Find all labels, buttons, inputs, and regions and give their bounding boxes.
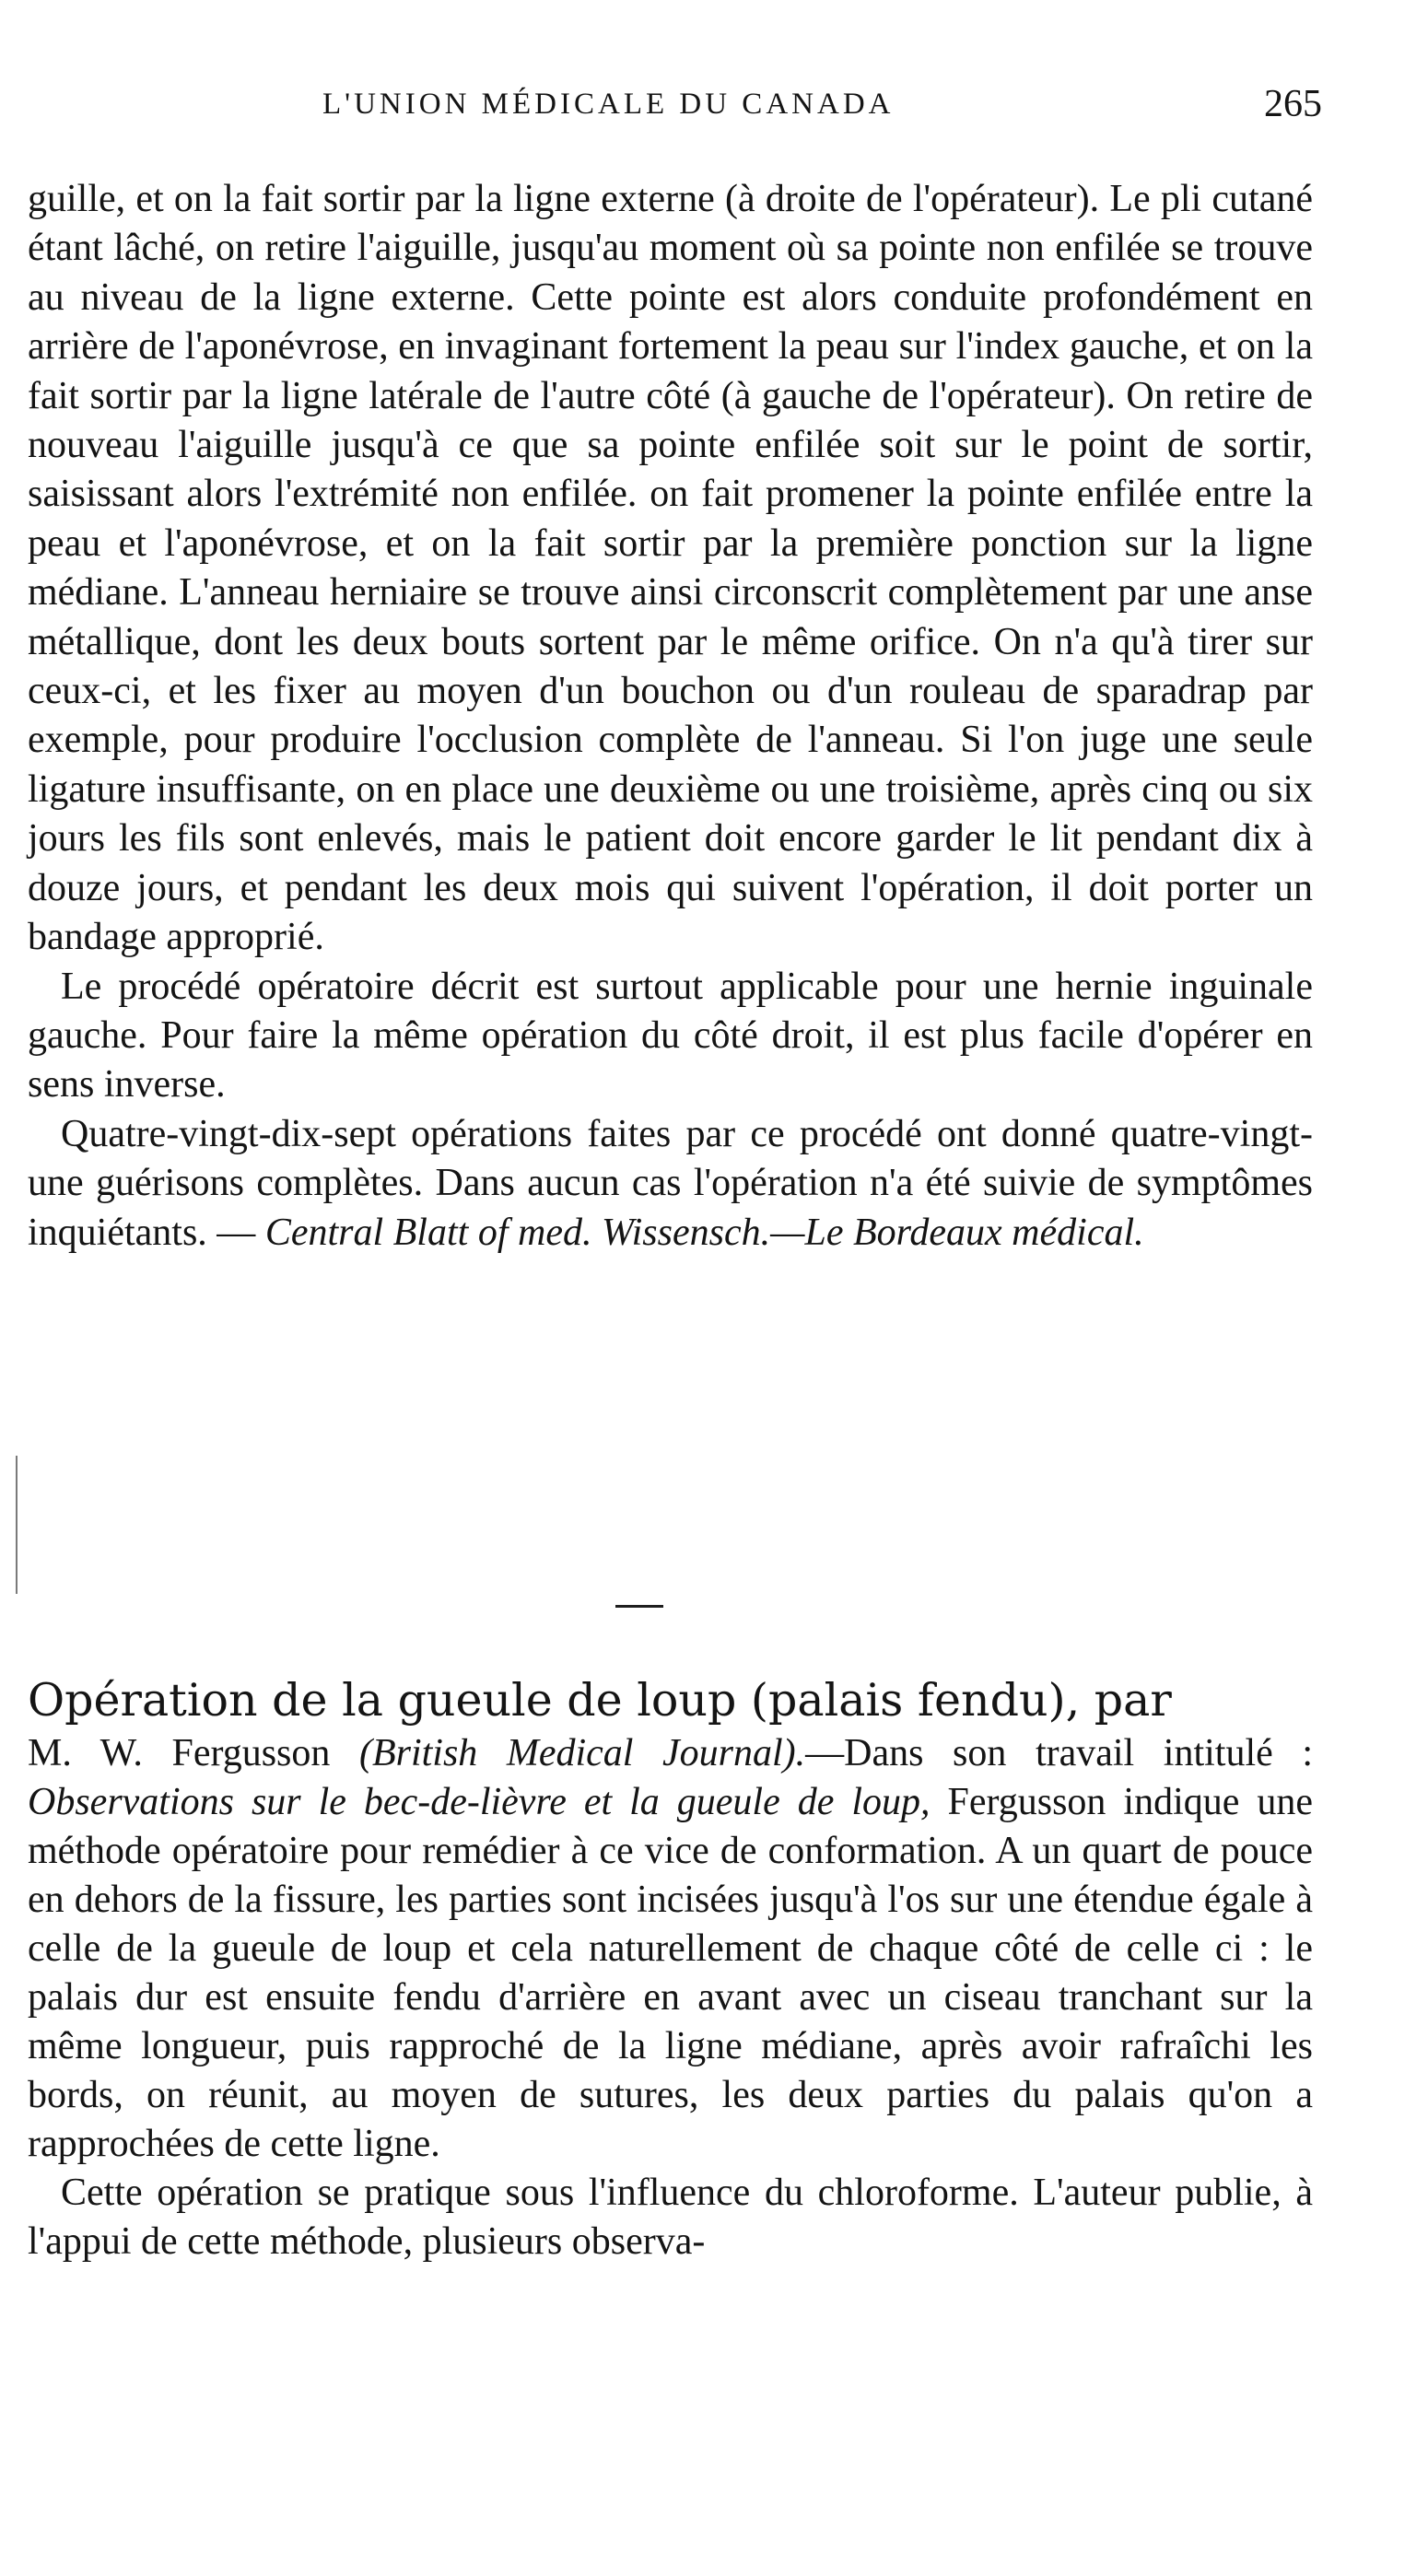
page-header [322, 83, 1322, 143]
paragraph-3 [28, 1110, 1313, 1258]
citation: Central Blatt of med. Wissensch.—Le Bordeaux médical. [264, 1211, 1144, 1254]
paragraph-3-text: Quatre-vingt-dix-sept opérations faites par ce procédé ont donné quatre-vingt-une guérisons complètes. Dans aucun cas l'opération n'a été suivie de symptômes inquiétants. — [28, 1112, 1313, 1254]
paragraph-2: Le procédé opératoire décrit est surtout applicable pour une hernie inguinale gauche. Pour faire la même opération du côté droit, il est plus facile d'opérer en sens inverse. [28, 965, 1313, 1107]
lead-in: —Dans son travail intitulé : [805, 1732, 1313, 1774]
journal-name: (British Medical Journal). [358, 1732, 806, 1774]
article-palais-fendu [28, 1672, 1313, 2266]
author-prefix: par [1094, 1674, 1172, 1727]
margin-mark [16, 1456, 18, 1594]
author-name: M. W. Fergusson [28, 1732, 331, 1774]
work-title: Observations sur le bec-de-lièvre et la gueule de loup, [28, 1781, 931, 1823]
paragraph-1: guille, et on la fait sortir par la ligne externe (à droite de l'opérateur). Le pli cutané étant lâché, on retire l'aiguille, jusqu'au moment où sa pointe non enfilée se trouve au niveau de la ligne externe. Cette pointe est alors conduite profondément en arrière de l'aponévrose, en invaginant fortement la peau sur l'index gauche, et on la fait sortir par la ligne latérale de l'autre côté (à gauche de l'opérateur). On retire de nouveau l'aiguille jusqu'à ce que sa pointe enfilée soit sur le point de sortir, saisissant alors l'extrémité non enfilée. on fait promener la pointe enfilée entre la peau et l'aponévrose, et on la fait sortir par la première ponction sur la ligne médiane. L'anneau herniaire se trouve ainsi circonscrit complètement par une anse métallique, dont les deux bouts sortent par le même orifice. On n'a qu'à tirer sur ceux-ci, et les fixer au moyen d'un bouchon ou d'un rouleau de sparadrap par exemple, pour produire l'occlusion complète de l'anneau. Si l'on juge une seule ligature insuffisante, on en place une deuxième ou une troisième, après cinq ou six jours les fils sont enlevés, mais le patient doit encore garder le lit pendant dix à douze jours, et pendant les deux mois qui suivent l'opération, il doit porter un bandage approprié. [28, 178, 1313, 959]
running-title: L'UNION MÉDICALE DU CANADA [322, 88, 895, 121]
article-title: Opération de la gueule de loup (palais fendu), [28, 1674, 1081, 1727]
page-number: 265 [1264, 83, 1322, 125]
article-source [28, 1729, 1313, 2169]
article-continuation [28, 175, 1313, 1258]
section-divider [615, 1605, 663, 1608]
article-body: Fergusson indique une méthode opératoire pour remédier à ce vice de conformation. A un quart de pouce en dehors de la fissure, les parties sont incisées jusqu'à l'os sur une étendue égale à celle de la gueule de loup et cela naturellement de chaque côté de celle ci : le palais dur est ensuite fendu d'arrière en avant avec un ciseau tranchant sur la même longueur, puis rapproché de la ligne médiane, après avoir rafraîchi les bords, on réunit, au moyen de sutures, les deux parties du palais qu'on a rapprochées de cette ligne. [28, 1781, 1313, 2165]
article-heading [28, 1672, 1313, 1729]
article-last-paragraph: Cette opération se pratique sous l'influence du chloroforme. L'auteur publie, à l'appui de cette méthode, plusieurs observa- [28, 2172, 1313, 2263]
